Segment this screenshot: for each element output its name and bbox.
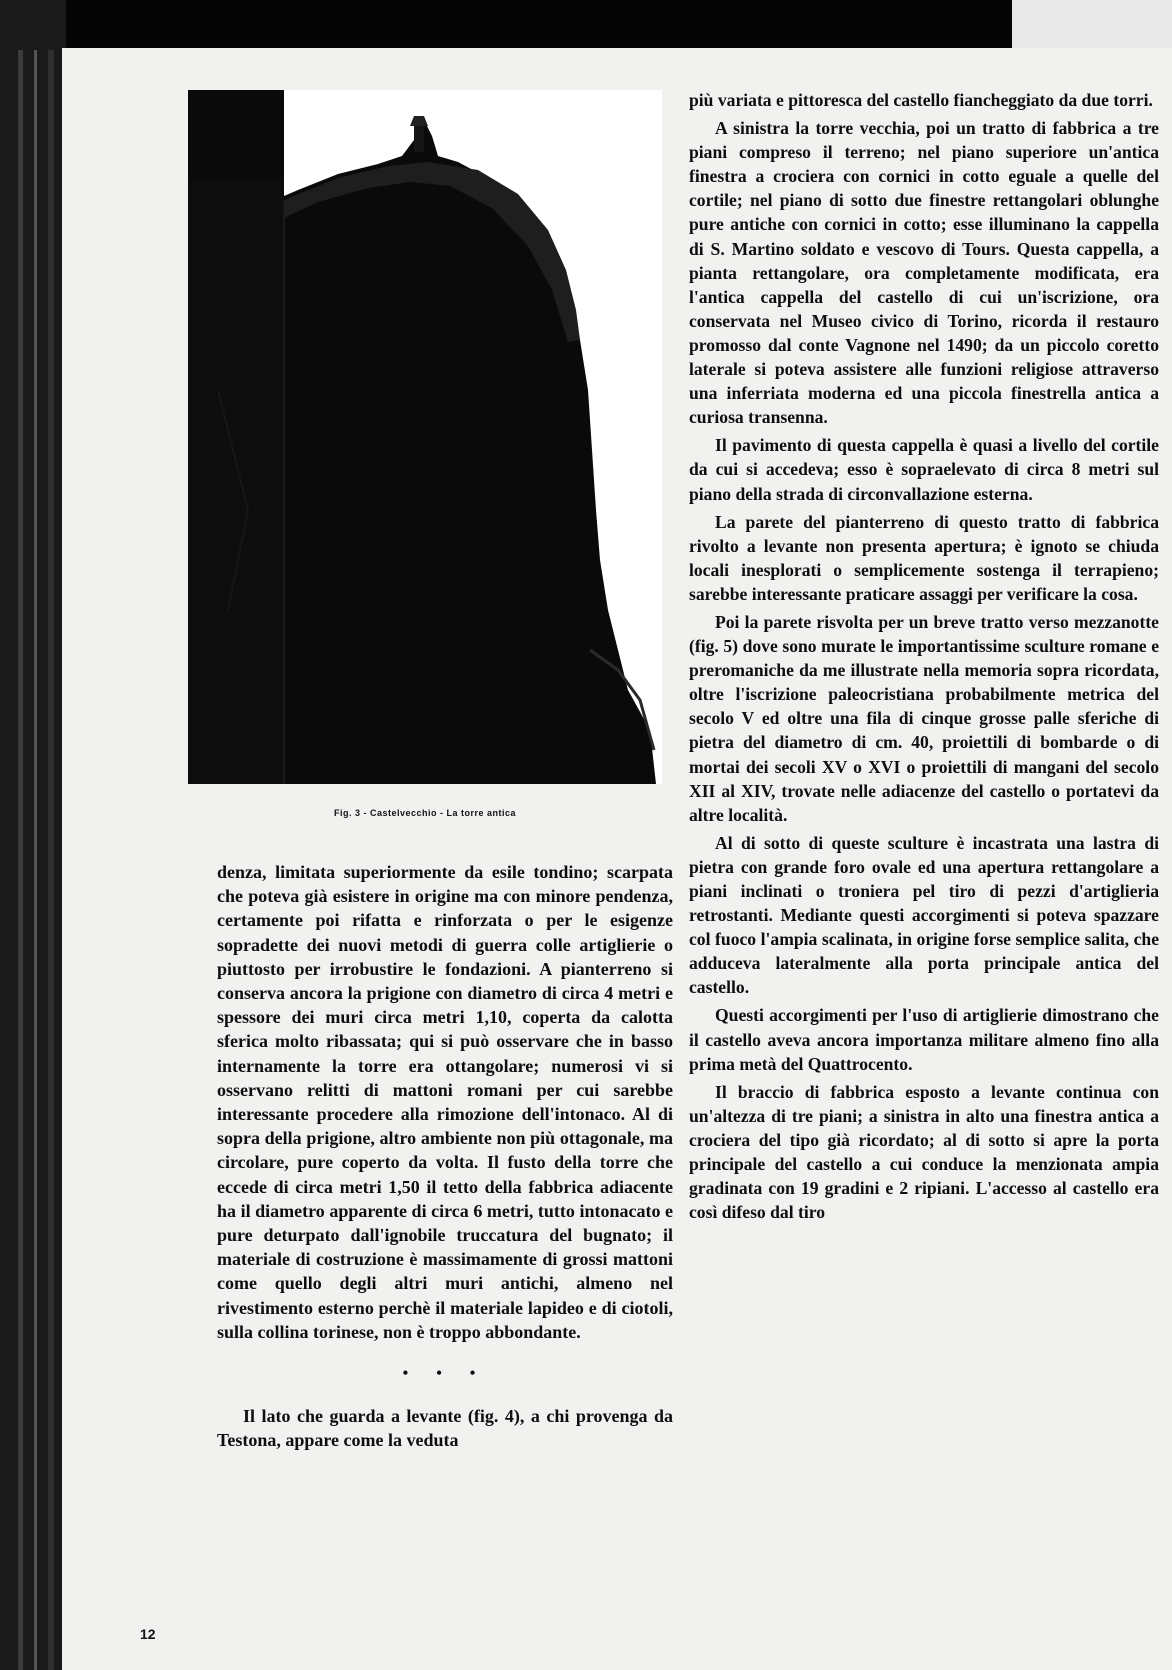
paragraph: La parete del pianterreno di questo tratto di fabbrica rivolto a levante non presenta apertura; è ignoto se chiuda locali inesplorati o semplicemente sostenga il terrapieno; sarebbe interessante praticare assaggi per verificare la cosa. <box>689 511 1159 604</box>
scan-corner-light <box>1012 0 1172 48</box>
binding-stripe <box>34 50 37 1670</box>
right-text-column <box>689 88 1159 1224</box>
binding-stripe <box>48 50 54 1670</box>
scan-top-border <box>0 0 1172 52</box>
paragraph: Questi accorgimenti per l'uso di artiglierie dimostrano che il castello aveva ancora importanza militare almeno fino alla prima metà del Quattrocento. <box>689 1005 1159 1074</box>
paragraph: Al di sotto di queste sculture è incastrata una lastra di pietra con grande foro ovale ed una apertura rettangolare a piani inclinati o troniera pel tiro di pezzi d'artiglieria retrostanti. Mediante questi accorgimenti si poteva spazzare col fuoco l'ampia scalinata, in origine forse semplice salita, che adduceva lateralmente alla porta principale antica del castello. <box>689 832 1159 998</box>
paragraph: A sinistra la torre vecchia, poi un tratto di fabbrica a tre piani compreso il terreno; nel piano superiore un'antica finestra a crociera con cornici in cotto eguale a quelle del cortile; nel piano di sotto due finestre rettangolari oblunghe pure antiche con cornici in cotto; esse illuminano la cappella di S. Martino soldato e vescovo di Tours. Questa cappella, a pianta rettangolare, ora completamente modificata, era l'antica cappella del castello di cui un'iscrizione, ora conservata nel Museo civico di Torino, ricorda il restauro promosso dal conte Vagnone nel 1490; da un piccolo coretto laterale si poteva assistere alle funzioni religiose attraverso una inferriata moderna ed una piccola finestrella antica a curiosa transenna. <box>689 118 1159 428</box>
paragraph: Il pavimento di questa cappella è quasi a livello del cortile da cui si accedeva; esso è sopraelevato di circa 8 metri sul piano della strada di circonvallazione esterna. <box>689 435 1159 504</box>
paragraph: Il braccio di fabbrica esposto a levante continua con un'altezza di tre piani; a sinistra in alto una finestra antica a crociera del tipo già ricordato; al di sotto si apre la porta principale del castello a cui conduce la menzionata ampia gradinata con 19 gradini e 2 ripiani. L'accesso al castello era così difeso dal tiro <box>689 1081 1159 1223</box>
paragraph: Il lato che guarda a levante (fig. 4), a chi provenga da Testona, appare come la veduta <box>217 1406 673 1451</box>
paragraph: denza, limitata superiormente da esile tondino; scarpata che poteva già esistere in origine ma con minore pendenza, certamente poi rifatta e rinforzata o per le esigenze sopradette dei nuovi metodi di guerra colle artiglierie o piuttosto per irrobustire le fondazioni. A pianterreno si conserva ancora la prigione con diametro di circa 4 metri e spessore dei muri circa metri 1,10, coperta da calotta sferica molto ribassata; qui si può osservare che in basso internamente la torre era ottangolare; numerosi vi si osservano relitti di mattoni romani per cui sarebbe interessante procedere alla rimozione dell'intonaco. Al di sopra della prigione, altro ambiente non più ottagonale, ma circolare, pure coperto da volta. Il fusto della torre che eccede di circa metri 1,50 il tetto della fabbrica adiacente ha il diametro apparente di circa 6 metri, tutto intonacato e pure deturpato dall'ignobile truccatura del bugnato; il materiale di costruzione è massimamente di grossi mattoni come quello degli altri muri antichi, almeno nel rivestimento esterno perchè il materiale lapideo e di ciotoli, sulla collina torinese, non è troppo abbondante. <box>217 862 673 1342</box>
binding-stripe <box>18 50 23 1670</box>
document-page <box>62 48 1172 1670</box>
page-number: 12 <box>140 1626 156 1642</box>
paragraph: più variata e pittoresca del castello fiancheggiato da due torri. <box>689 90 1153 110</box>
tower-photo-image <box>188 90 662 784</box>
left-text-column <box>217 860 673 1453</box>
figure-caption: Fig. 3 - Castelvecchio - La torre antica <box>333 808 517 818</box>
scan-left-border <box>0 0 66 1670</box>
figure-photo <box>188 90 662 784</box>
section-separator: • • • <box>402 1365 488 1383</box>
paragraph: Poi la parete risvolta per un breve tratto verso mezzanotte (fig. 5) dove sono murate le importantissime sculture romane e preromaniche da me illustrate nella memoria sopra ricordata, oltre l'iscrizione paleocristiana probabilmente metrica del secolo V ed oltre una fila di cinque grosse palle sferiche di pietra del diametro di cm. 40, proiettili di bombarde o di mortai dei secoli XV o XVI o proiettili di mangani del secolo XII al XIV, trovate nelle adiacenze del castello o portatevi da altre località. <box>689 611 1159 825</box>
